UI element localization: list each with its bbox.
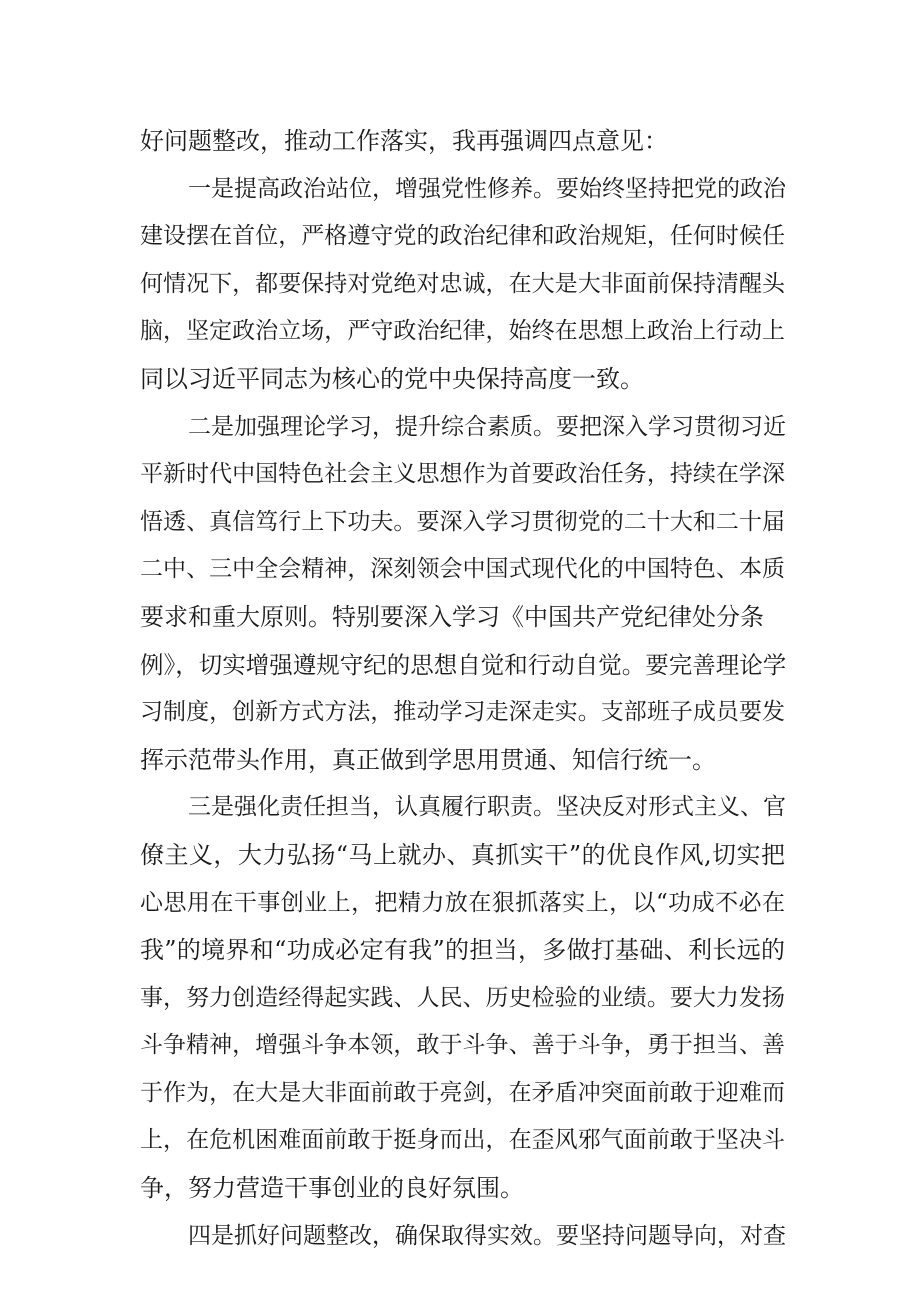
text-line: 四是抓好问题整改，确保取得实效。要坚持问题导向，对查 [188,1222,786,1249]
text-line: 好问题整改，推动工作落实，我再强调四点意见： [140,127,668,155]
text-line: 挥示范带头作用，真正做到学思用贯通、知信行统一。 [140,745,716,774]
text-line: 何情况下，都要保持对党绝对忠诚，在大是大非面前保持清醒头 [140,270,785,297]
text-line: 例》，切实增强遵规守纪的思想自觉和行动自觉。要完善理论学 [140,650,787,679]
text-line: 斗争精神，增强斗争本领，敢于斗争、善于斗争，勇于担当、善 [140,1032,785,1059]
text-line: 上，在危机困难面前敢于挺身而出，在歪风邪气面前敢于坚决斗 [140,1127,785,1154]
text-line: 悟透、真信笃行上下功夫。要深入学习贯彻党的二十大和二十届 [140,508,785,535]
text-line: 建设摆在首位，严格遵守党的政治纪律和政治规矩，任何时候任 [140,223,785,250]
text-line: 事，努力创造经得起实践、人民、历史检验的业绩。要大力发扬 [140,984,785,1011]
text-line: 平新时代中国特色社会主义思想作为首要政治任务，持续在学深 [140,461,785,488]
text-line: 二中、三中全会精神，深刻领会中国式现代化的中国特色、本质 [140,556,785,583]
text-line: 我”的境界和“功成必定有我”的担当，多做打基础、利长远的 [140,936,785,965]
text-line: 要求和重大原则。特别要深入学习《中国共产党纪律处分条 [140,602,764,631]
text-line: 习制度，创新方式方法，推动学习走深走实。支部班子成员要发 [140,699,785,726]
text-line: 二是加强理论学习，提升综合素质。要把深入学习贯彻习近 [188,413,786,440]
text-line: 争，努力营造干事创业的良好氛围。 [140,1174,524,1203]
text-line: 心思用在干事创业上，把精力放在狠抓落实上，以“功成不必在 [140,889,785,916]
text-line: 脑，坚定政治立场，严守政治纪律，始终在思想上政治上行动上 [140,318,785,345]
text-line: 三是强化责任担当，认真履行职责。坚决反对形式主义、官 [188,794,786,821]
text-line: 一是提高政治站位，增强党性修养。要始终坚持把党的政治 [188,175,786,202]
text-line: 于作为，在大是大非面前敢于亮剑，在矛盾冲突面前敢于迎难而 [140,1079,785,1106]
text-line: 僚主义，大力弘扬“马上就办、真抓实干”的优良作风,切实把 [140,840,785,869]
document-body [140,118,785,1260]
text-line: 同以习近平同志为核心的党中央保持高度一致。 [140,364,644,393]
